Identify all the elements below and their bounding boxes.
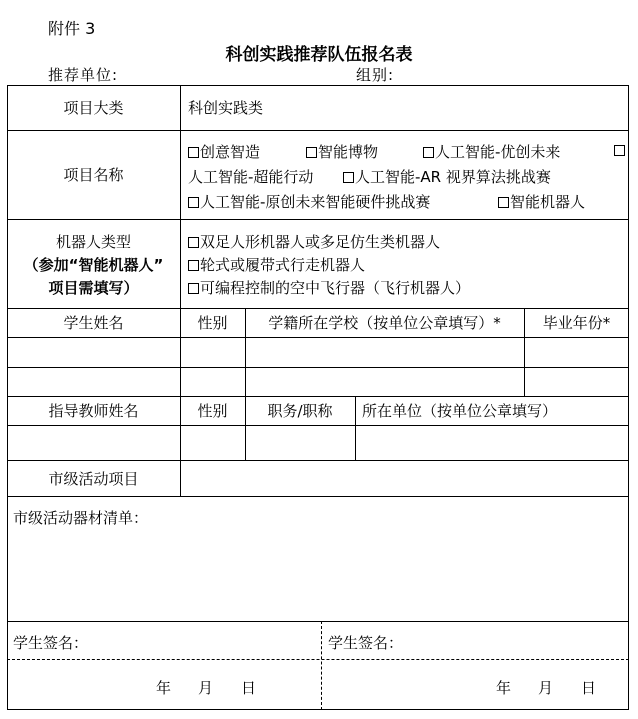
student-school-field[interactable] — [245, 337, 524, 367]
row-divider — [7, 621, 629, 622]
option-ai-future[interactable]: 人工智能-优创未来 — [423, 141, 560, 162]
equipment-list-field[interactable] — [7, 530, 629, 620]
checkbox-icon — [188, 147, 199, 158]
teacher-title-header: 职务/职称 — [267, 402, 333, 420]
graduation-year-field[interactable] — [524, 337, 629, 367]
student-name-field[interactable] — [7, 367, 180, 396]
teacher-unit-header: 所在单位（按单位公章填写） — [362, 402, 558, 420]
teacher-gender-header: 性别 — [197, 402, 228, 420]
recommending-unit-label: 推荐单位: — [48, 66, 119, 84]
robot-type-note-line1: （参加“智能机器人” — [23, 256, 164, 274]
checkbox-icon — [423, 147, 434, 158]
teacher-unit-field[interactable] — [355, 425, 629, 460]
date-month-left: 月 — [198, 679, 214, 697]
robot-option-legged[interactable]: 双足人形机器人或多足仿生类机器人 — [188, 231, 440, 252]
form-title: 科创实践推荐队伍报名表 — [225, 45, 413, 65]
student-signature-label-left: 学生签名： — [13, 634, 89, 652]
graduation-year-field[interactable] — [524, 367, 629, 396]
checkbox-icon — [498, 197, 509, 208]
robot-type-label: 机器人类型 — [55, 233, 131, 251]
option-ai-hardware[interactable]: 人工智能-原创未来智能硬件挑战赛 — [188, 191, 430, 212]
group-label: 组别: — [356, 66, 395, 84]
attachment-label: 附件 3 — [48, 19, 96, 38]
row-divider — [7, 496, 629, 497]
student-school-field[interactable] — [245, 367, 524, 396]
signature-dashed-column — [321, 621, 322, 710]
date-day-left: 日 — [241, 679, 257, 697]
project-name-label: 项目名称 — [63, 166, 124, 184]
student-gender-header: 性别 — [197, 314, 228, 332]
teacher-name-field[interactable] — [7, 425, 180, 460]
teacher-title-field[interactable] — [245, 425, 355, 460]
graduation-year-header: 毕业年份* — [542, 314, 611, 332]
option-ai-super-action: 人工智能-超能行动 — [188, 168, 314, 186]
teacher-name-header: 指导教师姓名 — [48, 402, 139, 420]
signature-dashed-divider — [7, 659, 629, 660]
student-name-field[interactable] — [7, 337, 180, 367]
row-divider — [7, 219, 629, 220]
option-creative-making[interactable]: 创意智造 — [188, 141, 260, 162]
option-smart-robot[interactable]: 智能机器人 — [498, 191, 585, 212]
option-smart-museum[interactable]: 智能博物 — [306, 141, 378, 162]
category-label: 项目大类 — [63, 99, 124, 117]
robot-type-note-line2: 项目需填写） — [48, 279, 139, 297]
checkbox-icon — [188, 260, 199, 271]
checkbox-icon — [343, 172, 354, 183]
date-month-right: 月 — [538, 679, 554, 697]
student-name-header: 学生姓名 — [63, 314, 124, 332]
option-ai-super-action-checkbox[interactable] — [614, 141, 626, 159]
category-value: 科创实践类 — [188, 99, 264, 117]
teacher-gender-field[interactable] — [180, 425, 245, 460]
checkbox-icon — [306, 147, 317, 158]
robot-option-wheeled[interactable]: 轮式或履带式行走机器人 — [188, 254, 365, 275]
checkbox-icon — [614, 145, 625, 156]
date-year-right: 年 — [496, 679, 512, 697]
date-year-left: 年 — [156, 679, 172, 697]
date-day-right: 日 — [581, 679, 597, 697]
city-project-field[interactable] — [180, 460, 629, 496]
student-signature-label-right: 学生签名： — [328, 634, 404, 652]
student-gender-field[interactable] — [180, 337, 245, 367]
checkbox-icon — [188, 283, 199, 294]
option-ai-ar-vision[interactable]: 人工智能-AR 视界算法挑战赛 — [343, 166, 551, 187]
checkbox-icon — [188, 237, 199, 248]
student-gender-field[interactable] — [180, 367, 245, 396]
checkbox-icon — [188, 197, 199, 208]
robot-option-aerial[interactable]: 可编程控制的空中飞行器（飞行机器人） — [188, 277, 470, 298]
equipment-list-label: 市级活动器材清单： — [13, 509, 149, 527]
city-project-label: 市级活动项目 — [48, 469, 139, 488]
student-school-header: 学籍所在学校（按单位公章填写）* — [268, 314, 501, 332]
